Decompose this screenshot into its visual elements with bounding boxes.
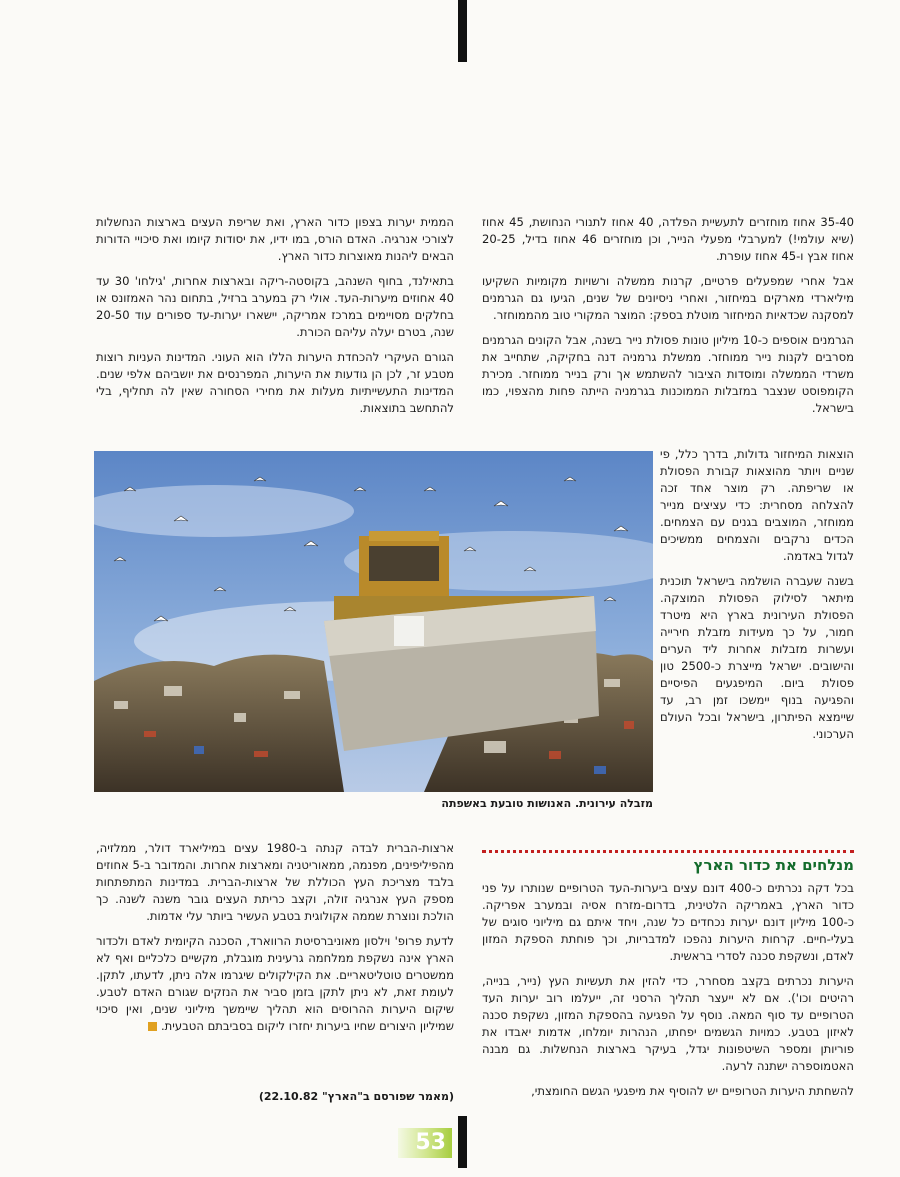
paragraph: בתאילנד, בחוף השנהב, בקוסטה-ריקה ובארצות אחרות, 'גילחו' 30 עד 40 אחוזים מיערות-העד. אולי רק במערב ברזיל, בתחום נהר האמזונס או בחלקים מסויימים במרכז אמריקה, יישארו יערות-עד ספורים עוד 20-50 שנה, בטרם יעלה עליהם הכורת. (96, 274, 454, 339)
end-of-article-mark (148, 1022, 157, 1031)
article-column-bottom-right (482, 880, 854, 1108)
page-number: 53 (398, 1128, 452, 1158)
paragraph: להשחתת היערות הטרופיים יש להוסיף את מיפגעי הגשם החומצתי, (531, 1084, 854, 1098)
article-column-bottom-left (96, 840, 454, 1043)
paragraph: היערות נכרתים בקצב מסחרר, כדי להזין את תעשיות העץ (נייר, בנייה, רהיטים וכו'). אם לא ייעצר תהליך הרסני זה, ייעלמו רוב יערות העד הטרופיים עד סוף המאה. נוסף על הפגיעה בהספקת המזון, נשקפת סכנה לאיזון בטבע. כמויות הגשמים יפחתו, הנהרות יומלחו, אדמות יאבדו את פוריותן ומספר השיטפונות יגדל, בעיקר בארצות הנחשלות. גם מבנה האטמוספרה ישתנה לרעה. (482, 974, 854, 1073)
paragraph: הממית יערות בצפון כדור הארץ, ואת שריפת העצים בארצות הנחשלות לצורכי אנרגיה. האדם הורס, במו ידיו, את יסודות קיומו ואת סיכויי הדורות הבאים ליהנות מאוצרות כדור הארץ. (96, 215, 454, 263)
source-note: (מאמר שפורסם ב"הארץ" 22.10.82) (258, 1090, 454, 1103)
section-dotted-rule (482, 850, 854, 853)
paragraph: בשנה שעברה הושלמה בישראל תוכנית מיתאר לסילוק הפסולת המוצקה. הפסולת העירונית בארץ היא מיטרד חמור, על כך מעידות מזבלת חירייה ועשרות מזבלות אחרות ליד הערים והישובים. ישראל מייצרת כ-2500 טון פסולת ביום. המיפגעים הפיסיים והפגיעה בנוף יימשכו זמן רב, עד שיימצא הפיתרון, בישראל ובכל העולם הערכוני. (660, 574, 854, 741)
paragraph: הגרמנים אוספים כ-10 מיליון טונות פסולת נייר בשנה, אבל הקונים הגרמנים מסרבים לקנות נייר ממוחזר. ממשלת גרמניה דנה בחקיקה, שתחייב את משרדי הממשלה ומוסדות הציבור להשתמש אך ורק בנייר ממוחזר. מכירת הקומפוסט שנצבר במזבלות הממוכנות בגרמניה הייתה פחות מהצפוי, כמו בישראל. (482, 333, 855, 415)
paragraph: בכל דקה נכרתים כ-400 דונם עצים ביערות-העד הטרופיים שנותרו על פני כדור הארץ, באמריקה הלטינית, בדרום-מזרח אסיה ובמערב אפריקה. כ-100 מיליון דונם יערות נכחדים כל שנה, ויחד איתם גם מיליוני סוגים של בעלי-חיים. קרחות היערות נהפכו למדבריות, וכך פוחתת הספקת המזון לאדם, ונשקפת סכנה לסדרי בראשית. (482, 881, 854, 963)
paragraph: הגורם העיקרי להכחדת היערות הללו הוא העוני. המדינות העניות רוצות מטבע זר, לכן הן גודעות את היערות, המפרנסים את יושביהם אלפי שנים. המדינות התעשייתיות מעלות את מחירי הסחורה שאין לה תחליף, בלי להתחשב בתוצאות. (96, 350, 454, 415)
article-column-top-right (482, 214, 854, 425)
top-column-rule (458, 0, 467, 62)
photo-caption: מזבלה עירונית. האנושות טובעת באשפתה (441, 797, 653, 810)
section-heading: מנלחים את כדור הארץ (693, 856, 854, 874)
paragraph: ארצות-הברית לבדה קנתה ב-1980 עצים במיליארד דולר, ממלזיה, מהפיליפינים, מפנמה, ממאוריטניה ומארצות אחרות. והמדובר ב-5 אחוזים בלבד מצריכת העץ הכוללת של ארצות-הברית. במדינות המתפתחות מספק העץ אנרגיה זולה, וקצב כריתת העצים גובר משנה לשנה. כך הולכת ונוצרת שממה אקולוגית בטבע העשיר ביותר עלי אדמות. (96, 841, 454, 923)
article-column-side (660, 446, 854, 751)
paragraph: הוצאות המיחזור גדולות, בדרך כלל, פי שניים ויותר מהוצאות קבורת הפסולת או שריפתה. רק מוצר אחד זכה להצלחה מסחרית: כדי עציצים מנייר ממוחזר, המוצבים בגנים עם הצמחים. הכדים נרקבים והצמחים ממשיכים לגדול באדמה. (660, 447, 854, 563)
bottom-column-rule (458, 1116, 467, 1168)
paragraph (96, 933, 454, 1035)
landfill-photo (94, 451, 653, 792)
paragraph-text: לדעת פרופ' וילסון מאוניברסיטת הרווארד, הסכנה הקיומית לאדם ולכדור הארץ אינה נשקפת ממלחמה גרעינית מוגבלת, מקשיים כלכליים ואף לא ממשטרים טוטליטאריים. את הקילקולים שיגרמו אלה ניתן, לדעתו, לתקן. לעומת זאת, לא ניתן לתקן בזמן סביר את הנזקים שגורם האדם לטבע. שיקום היערות ההרוסים הוא תהליך שיימשך מיליוני שנים, ואין סיכוי שמיליון היצורים שחיו ביערות יחזרו ליקום בסביבתם הטבעית. (96, 934, 454, 1033)
landfill-bulldozer-illustration (94, 451, 653, 792)
paragraph: 35-40 אחוז מוחזרים לתעשיית הפלדה, 40 אחוז לתנורי הנחושת, 45 אחוז (שיא עולמי!) למערבלי מפעלי הנייר, וכן מוחזרים 46 אחוז בדיל, 20-25 אחוז אבץ ו-45 אחוז עופרת. (482, 215, 855, 263)
paragraph: אבל אחרי שמפעלים פרטיים, קרנות ממשלה ורשויות מקומיות השקיעו מיליארדי מארקים במיחזור, ואחרי ניסיונים של שנים, הגיעו גם הגרמנים למסקנה שכדאיות המיחזור מוטלת בספק: המוצר המקורי טוב מהממוחזר. (482, 274, 854, 322)
article-column-top-left (96, 214, 454, 425)
